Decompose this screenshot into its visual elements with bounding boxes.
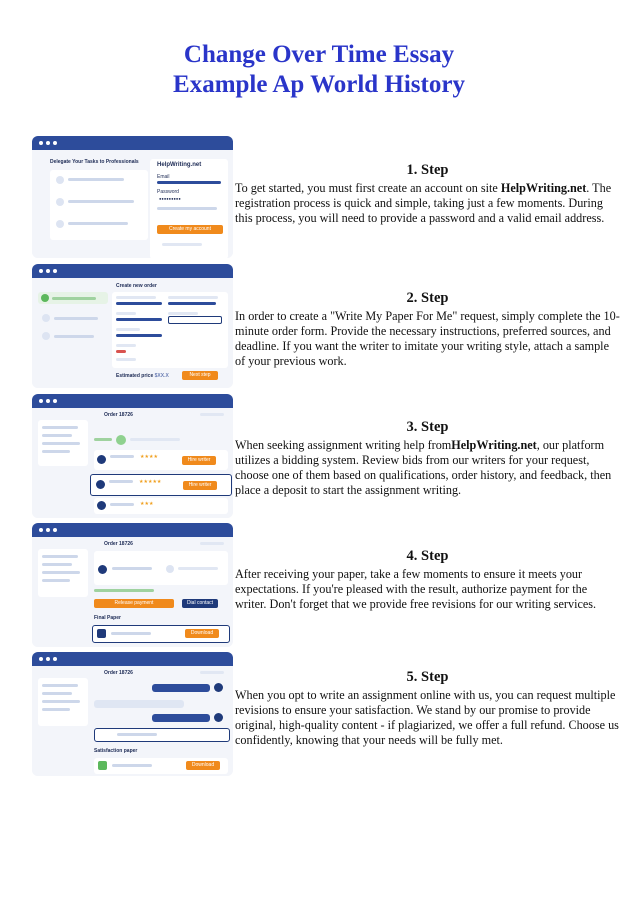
release-payment-button[interactable]: Release payment: [94, 599, 174, 608]
order-number: Order 18726: [104, 670, 133, 676]
order-number: Order 18726: [104, 541, 133, 547]
step-4-heading: 4. Step: [406, 548, 449, 564]
step-2-heading: 2. Step: [406, 290, 449, 306]
page-title: [0, 40, 638, 100]
step-5: [235, 668, 620, 748]
window-titlebar: [32, 523, 233, 537]
estimated-price-label: Estimated price $XX.X: [116, 373, 169, 379]
final-paper-label: Final Paper: [94, 615, 121, 621]
window-titlebar: [32, 136, 233, 150]
order-number: Order 18726: [104, 412, 133, 418]
brand-link: HelpWriting.net: [451, 438, 537, 452]
title-line-1: Change Over Time Essay: [183, 41, 455, 68]
brand-logo: HelpWriting.net: [157, 162, 202, 168]
step-5-heading: 5. Step: [406, 669, 449, 685]
password-label: Password: [157, 189, 179, 195]
screenshot-step-5: [32, 652, 233, 776]
screenshot-step-4: [32, 523, 233, 647]
delegate-heading: Delegate Your Tasks to Professionals: [50, 159, 139, 165]
hire-writer-button-1[interactable]: Hire writer: [182, 456, 216, 465]
step-1-heading: 1. Step: [406, 162, 449, 178]
email-field[interactable]: [157, 181, 221, 184]
step-2: [235, 289, 620, 369]
step-5-text: When you opt to write an assignment online with us, you can request multiple revisions to ensure your satisfaction. We stand by our promise to provide original, high-quality content - if plagiarized, we offer a full refund. Choose us confidently, knowing that your needs will be fully met.: [235, 688, 619, 747]
screenshot-step-2: [32, 264, 233, 388]
contact-button[interactable]: Dial contact: [182, 599, 218, 608]
step-4: [235, 547, 620, 612]
satisfaction-paper-label: Satisfaction paper: [94, 748, 138, 754]
screenshot-step-3: Order 18726 ★★★★ Hire writer ★★★★★ Hire writer ★★★: [32, 394, 233, 518]
step-2-text: In order to create a "Write My Paper For Me" request, simply complete the 10-minute order form. Provide the necessary instructions, preferred sources, and deadline. If you want the writer to imitate your writing style, attach a sample of your previous work.: [235, 309, 620, 368]
title-line-2: Example Ap World History: [173, 71, 465, 98]
hire-writer-button-2[interactable]: Hire writer: [183, 481, 217, 490]
window-titlebar: [32, 652, 233, 666]
step-1: [235, 161, 620, 226]
window-titlebar: [32, 394, 233, 408]
create-order-heading: Create new order: [116, 283, 157, 289]
step-4-text: After receiving your paper, take a few moments to ensure it meets your expectations. If you're pleased with the result, authorize payment for the writer. Don't forget that we provide free revisions for our writing services.: [235, 567, 597, 611]
step-1-text: To get started, you must first create an account on site HelpWriting.net. The registration process is quick and simple, taking just a few moments. During this process, you will need to provide a password and a valid email address.: [235, 181, 612, 225]
price-value: $XX.X: [154, 373, 169, 379]
next-step-button[interactable]: Next step: [182, 371, 218, 380]
screenshot-step-1: [32, 136, 233, 258]
download-button[interactable]: Download: [185, 629, 219, 638]
download-button[interactable]: Download: [186, 761, 220, 770]
step-3-heading: 3. Step: [406, 419, 449, 435]
window-titlebar: [32, 264, 233, 278]
password-field[interactable]: ●●●●●●●●●: [159, 196, 181, 201]
step-3-text: When seeking assignment writing help fromHelpWriting.net, our platform utilizes a bidding system. Review bids from our writers for your request, choose one of them based on qualifications, order history, and feedback, then place a deposit to start the assignment writing.: [235, 438, 612, 497]
create-account-button[interactable]: Create my account: [157, 225, 223, 234]
email-label: Email: [157, 174, 170, 180]
brand-link: HelpWriting.net: [500, 181, 587, 195]
step-3: [235, 418, 620, 498]
